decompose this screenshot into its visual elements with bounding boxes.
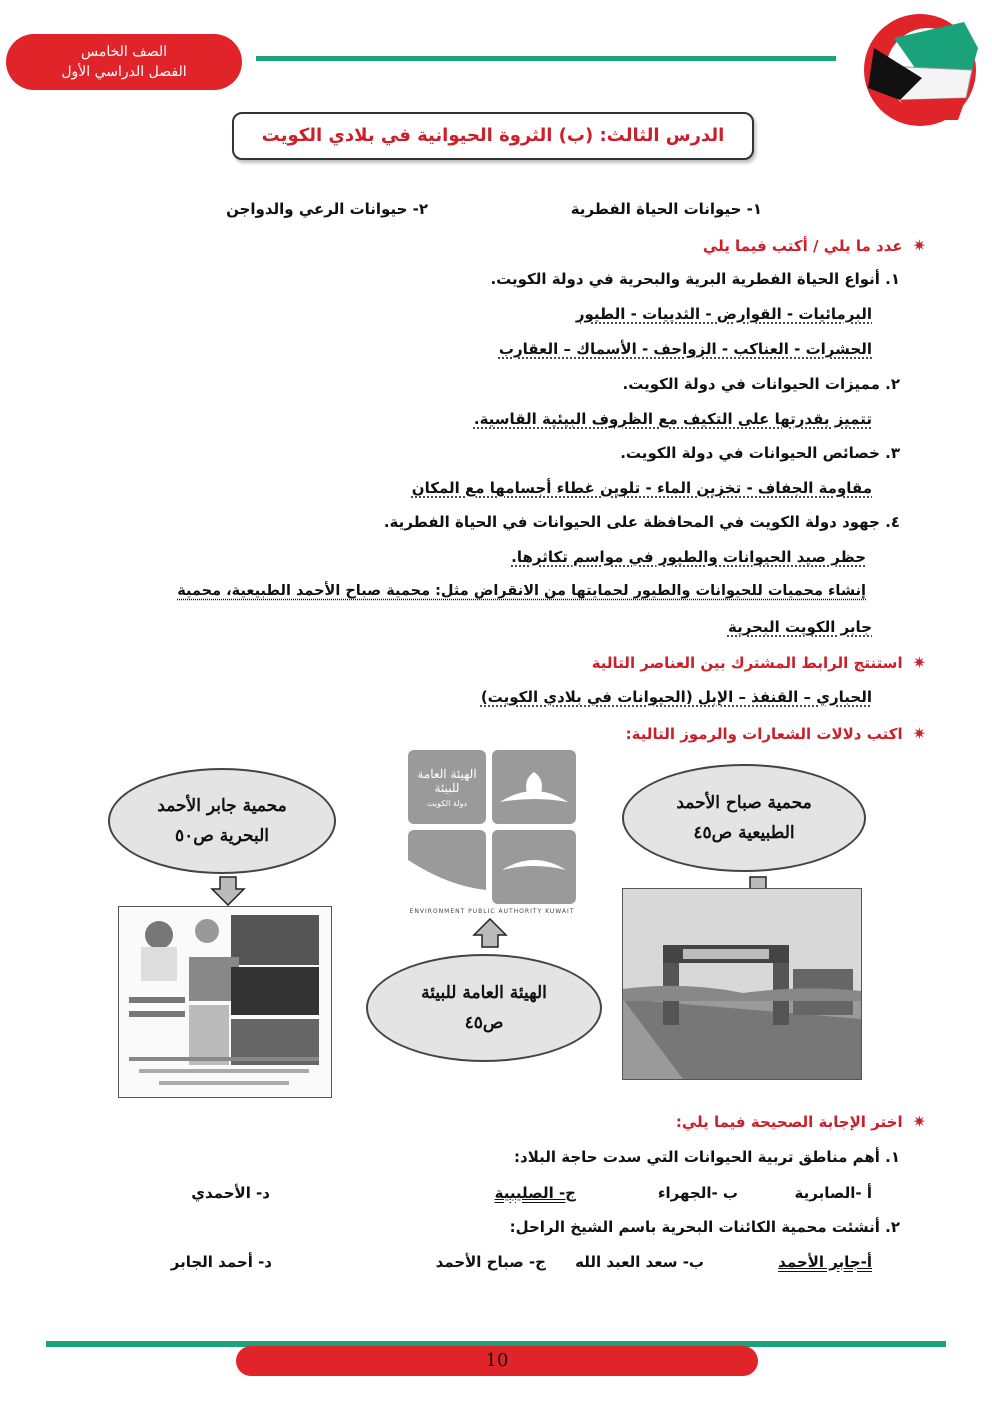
- q1-3-text: خصائص الحيوانات في دولة الكويت.: [620, 444, 880, 462]
- mcq-1: [514, 1148, 900, 1166]
- kuwait-map-logo: [854, 8, 986, 128]
- logo-tile-icon: [492, 750, 576, 824]
- mcq-1-option-b: ب -الجهراء: [657, 1184, 738, 1202]
- authority-name: الهيئة العامة للبيئة: [421, 983, 547, 1003]
- logo-tile-icon: [408, 830, 486, 904]
- star-bullet-icon: ✷: [912, 236, 926, 255]
- mcq-1-text: أهم مناطق تربية الحيوانات التي سدت حاجة البلاد:: [514, 1148, 880, 1166]
- q1-3: [620, 444, 900, 462]
- logo-tile-icon: [492, 830, 576, 904]
- star-bullet-icon: ✷: [912, 1112, 926, 1131]
- arrow-down-icon: [210, 876, 246, 906]
- grade-label: الصف الخامس: [80, 44, 168, 60]
- mcq-1-option-a: أ -الصابرية: [794, 1184, 872, 1202]
- mcq-1-num: ١.: [885, 1148, 900, 1166]
- semester-label: الفصل الدراسي الأول: [61, 64, 187, 80]
- environment-authority-logo: [404, 748, 580, 918]
- arrow-up-icon: [472, 918, 508, 948]
- q1-4-answer-2: إنشاء محميات للحيوانات والطيور لحمايتها من الانقراض مثل: محمية صباح الأحمد الطبيعية، محمية: [177, 583, 866, 599]
- mcq-1-option-d: د- الأحمدي: [191, 1184, 270, 1202]
- q1-1-text: أنواع الحياة الفطرية البرية والبحرية في دولة الكويت.: [490, 270, 880, 288]
- q1-4-answer-1: حظر صيد الحيوانات والطيور في مواسم تكاثرها.: [511, 548, 866, 566]
- ellipse-jaber-reserve: [108, 768, 336, 874]
- jaber-reserve-page: البحرية ص٥٠: [175, 826, 269, 846]
- mcq-2-option-a-correct: أ-جابر الأحمد: [778, 1253, 872, 1271]
- section4-heading: [676, 1112, 926, 1131]
- q1-2-num: ٢.: [885, 375, 900, 393]
- sabah-reserve-name: محمية صباح الأحمد: [676, 793, 812, 813]
- section2-heading: [592, 653, 926, 672]
- section3-instruction: اكتب دلالات الشعارات والرموز التالية:: [625, 725, 903, 743]
- q1-3-answer: مقاومة الجفاف - تخزين الماء - تلوين غطاء أجسامها مع المكان: [411, 479, 872, 497]
- section3-heading: [626, 724, 926, 743]
- ellipse-environment-authority: [366, 954, 602, 1062]
- q1-1-answer-1: البرمائيات - القوارض - الثدييات - الطيور: [575, 305, 872, 323]
- star-bullet-icon: ✷: [912, 653, 926, 672]
- mcq-2-text: أنشئت محمية الكائنات البحرية باسم الشيخ الراحل:: [509, 1218, 880, 1236]
- q1-2: [623, 375, 900, 393]
- type-wildlife: ١- حيوانات الحياة الفطرية: [570, 200, 762, 218]
- authority-page: ص٤٥: [464, 1013, 504, 1033]
- type-livestock: ٢- حيوانات الرعي والدواجن: [226, 200, 428, 218]
- mcq-2: [510, 1218, 900, 1236]
- page-number: 10: [236, 1346, 758, 1376]
- header-divider: [256, 56, 836, 61]
- q1-4-text: جهود دولة الكويت في المحافظة على الحيوانات في الحياة الفطرية.: [383, 513, 880, 531]
- logo-caption: ENVIRONMENT PUBLIC AUTHORITY KUWAIT: [409, 908, 575, 915]
- section2-instruction: استنتج الرابط المشترك بين العناصر التالية: [591, 654, 903, 672]
- section1-heading: [703, 236, 926, 255]
- q1-1: [490, 270, 900, 288]
- ellipse-sabah-reserve: [622, 764, 866, 872]
- section2-answer: الحباري – القنفذ – الإبل (الحيوانات في بلادي الكويت): [480, 688, 872, 706]
- sabah-reserve-gate-photo: [622, 888, 862, 1080]
- logo-arabic-text: الهيئة العامة للبيئة: [417, 766, 477, 795]
- mcq-2-option-d: د- أحمد الجابر: [170, 1253, 272, 1271]
- mcq-2-num: ٢.: [885, 1218, 900, 1236]
- jaber-reserve-name: محمية جابر الأحمد: [157, 796, 287, 816]
- q1-4: [384, 513, 900, 531]
- jaber-reserve-poster: [118, 906, 332, 1098]
- section4-instruction: اختر الإجابة الصحيحة فيما يلي:: [675, 1113, 903, 1131]
- sabah-reserve-page: الطبيعية ص٤٥: [693, 823, 795, 843]
- section1-instruction: عدد ما يلي / أكتب فيما يلي: [702, 237, 903, 255]
- q1-2-text: مميزات الحيوانات في دولة الكويت.: [622, 375, 880, 393]
- q1-4-num: ٤.: [885, 513, 900, 531]
- q1-4-answer-3: جابر الكويت البحرية: [727, 618, 872, 636]
- logo-text-tile: [408, 750, 486, 824]
- q1-2-answer: تتميز بقدرتها على التكيف مع الظروف البيئية القاسية.: [473, 410, 872, 428]
- logo-country-text: دولة الكويت: [427, 798, 467, 808]
- q1-3-num: ٣.: [885, 444, 900, 462]
- mcq-2-option-b: ب- سعد العبد الله: [575, 1253, 704, 1271]
- poster-image: [119, 907, 331, 1097]
- mcq-2-option-c: ج- صباح الأحمد: [435, 1253, 546, 1271]
- grade-badge: [6, 34, 242, 90]
- lesson-title: الدرس الثالث: (ب) الثروة الحيوانية في بلادي الكويت: [232, 112, 754, 160]
- mcq-1-option-c-correct: ج- الصليبية: [494, 1184, 576, 1202]
- star-bullet-icon: ✷: [912, 724, 926, 743]
- q1-1-num: ١.: [885, 270, 900, 288]
- q1-1-answer-2: الحشرات - العناكب - الزواحف - الأسماك – العقارب: [498, 340, 872, 358]
- gate-image: [623, 889, 861, 1079]
